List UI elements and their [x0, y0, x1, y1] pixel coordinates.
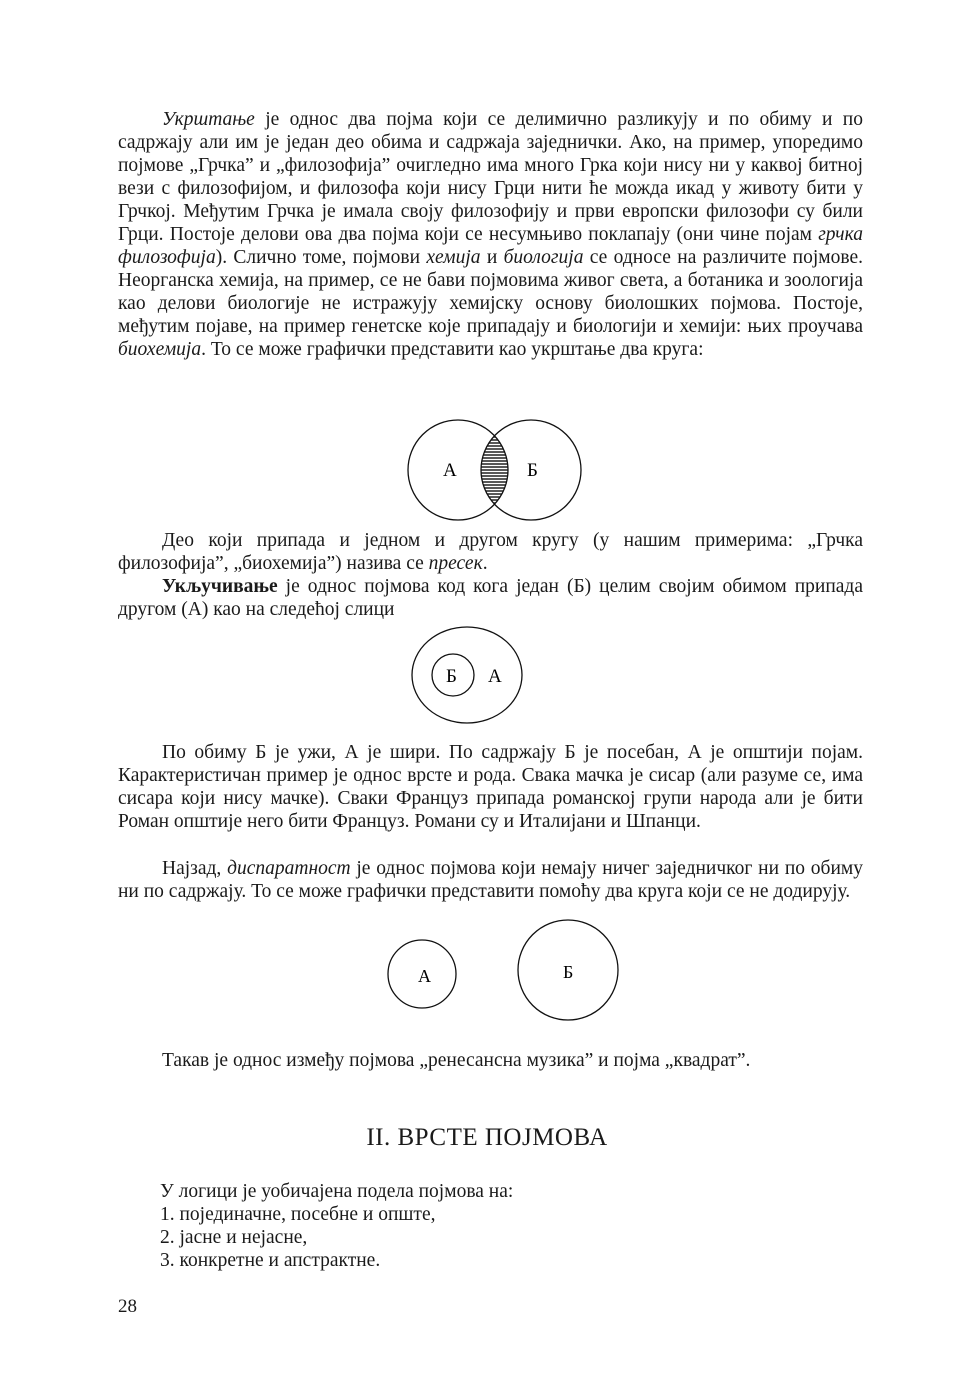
- paragraph-inclusion: [118, 575, 863, 621]
- text: .: [482, 553, 488, 574]
- emph-biology: биологија: [503, 247, 584, 268]
- list-intro: У логици је уобичајена подела појмова на:: [160, 1181, 514, 1202]
- term-inclusion: Укључивање: [162, 576, 278, 597]
- paragraph-disparate: [118, 857, 863, 903]
- page-number: 28: [118, 1296, 137, 1317]
- list-item: 2. јасне и нејасне,: [160, 1227, 308, 1248]
- label-inner-b: Б: [446, 666, 457, 687]
- label-outer-a: А: [488, 666, 502, 687]
- disparate-diagram: [380, 912, 630, 1027]
- emph-disparate: диспаратност: [227, 858, 351, 879]
- paragraph-scope: [118, 741, 863, 833]
- emph-biochemistry: биохемија: [118, 339, 202, 360]
- text: Такав је однос између појмова „ренесансна музика” и појма „квадрат”.: [162, 1050, 751, 1071]
- text: је однос појмова који немају ничег заједничког ни по обиму ни по садржају. То се може графички представити помоћу два круга који се не додирују.: [118, 858, 863, 902]
- intersection-diagram: [400, 415, 590, 530]
- text: ). Слично томе, појмови: [215, 247, 427, 268]
- paragraph-section-part: [118, 529, 863, 575]
- text: и: [480, 247, 504, 268]
- label-b: Б: [563, 962, 574, 982]
- concept-types-list: [160, 1180, 513, 1272]
- text: . То се може графички представити као укрштање два круга:: [201, 339, 704, 360]
- paragraph-example: [118, 1049, 863, 1072]
- emph-section: пресек: [428, 553, 483, 574]
- label-a: А: [443, 460, 457, 481]
- circle-outer-a: [412, 627, 522, 723]
- text: Најзад,: [162, 858, 228, 879]
- emph-chemistry: хемија: [426, 247, 481, 268]
- text: По обиму Б је ужи, А је шири. По садржају Б је посебан, А је општији појам. Карактеристичан пример је однос врсте и рода. Свака мачка је сисар (али разуме се, има сисара који нису мачке). Сваки Француз припада романској групи народа али је бити Роман општије него бити Француз. Романи су и Италијани и Шпанци.: [118, 742, 863, 832]
- paragraph-intersection: [118, 108, 863, 361]
- text: је однос појмова код кога један (Б) целим својим обимом припада другом (А) као на следећој слици: [118, 576, 863, 620]
- emph-greek-philosophy: грчка филозофија: [118, 224, 863, 268]
- section-heading: II. ВРСТЕ ПОЈМОВА: [366, 1124, 608, 1151]
- list-item: 1. појединачне, посебне и опште,: [160, 1204, 436, 1225]
- list-item: 3. конкретне и апстрактне.: [160, 1250, 381, 1271]
- label-a: А: [418, 966, 431, 986]
- text: је однос два појма који се делимично разликују и по обиму и по садржају али им је један део обима и садржаја заједнички. Ако, на пример, упоредимо појмове „Грчка” и „филозофија” очигледно има много Грка који нису ни у каквој битној вези с филозофијом, и филозофа који нису Грци нити ће можда икад у животу бити у Грчкој. Међутим Грчка је имала своју филозофију и први европски филозофи су били Грци. Постоје делови ова два појма који се несумњиво поклапају (они чине појам: [118, 109, 863, 245]
- label-b: Б: [527, 460, 538, 481]
- text: Део који припада и једном и другом кругу (у нашим примерима: „Грчка филозофија”, „биохемија”) назива се: [118, 530, 863, 574]
- term-intersection: Укрштање: [162, 109, 255, 130]
- text: се односе на различите појмове. Неорганска хемија, на пример, се не бави појмовима живог света, а ботаника и зоологија као делови биологије не истражују хемијску основу биолошких појмова. Постоје, међутим појаве, на пример генетске које припадају и биологији и хемији: њих проучава: [118, 247, 864, 337]
- inclusion-diagram: [405, 625, 530, 725]
